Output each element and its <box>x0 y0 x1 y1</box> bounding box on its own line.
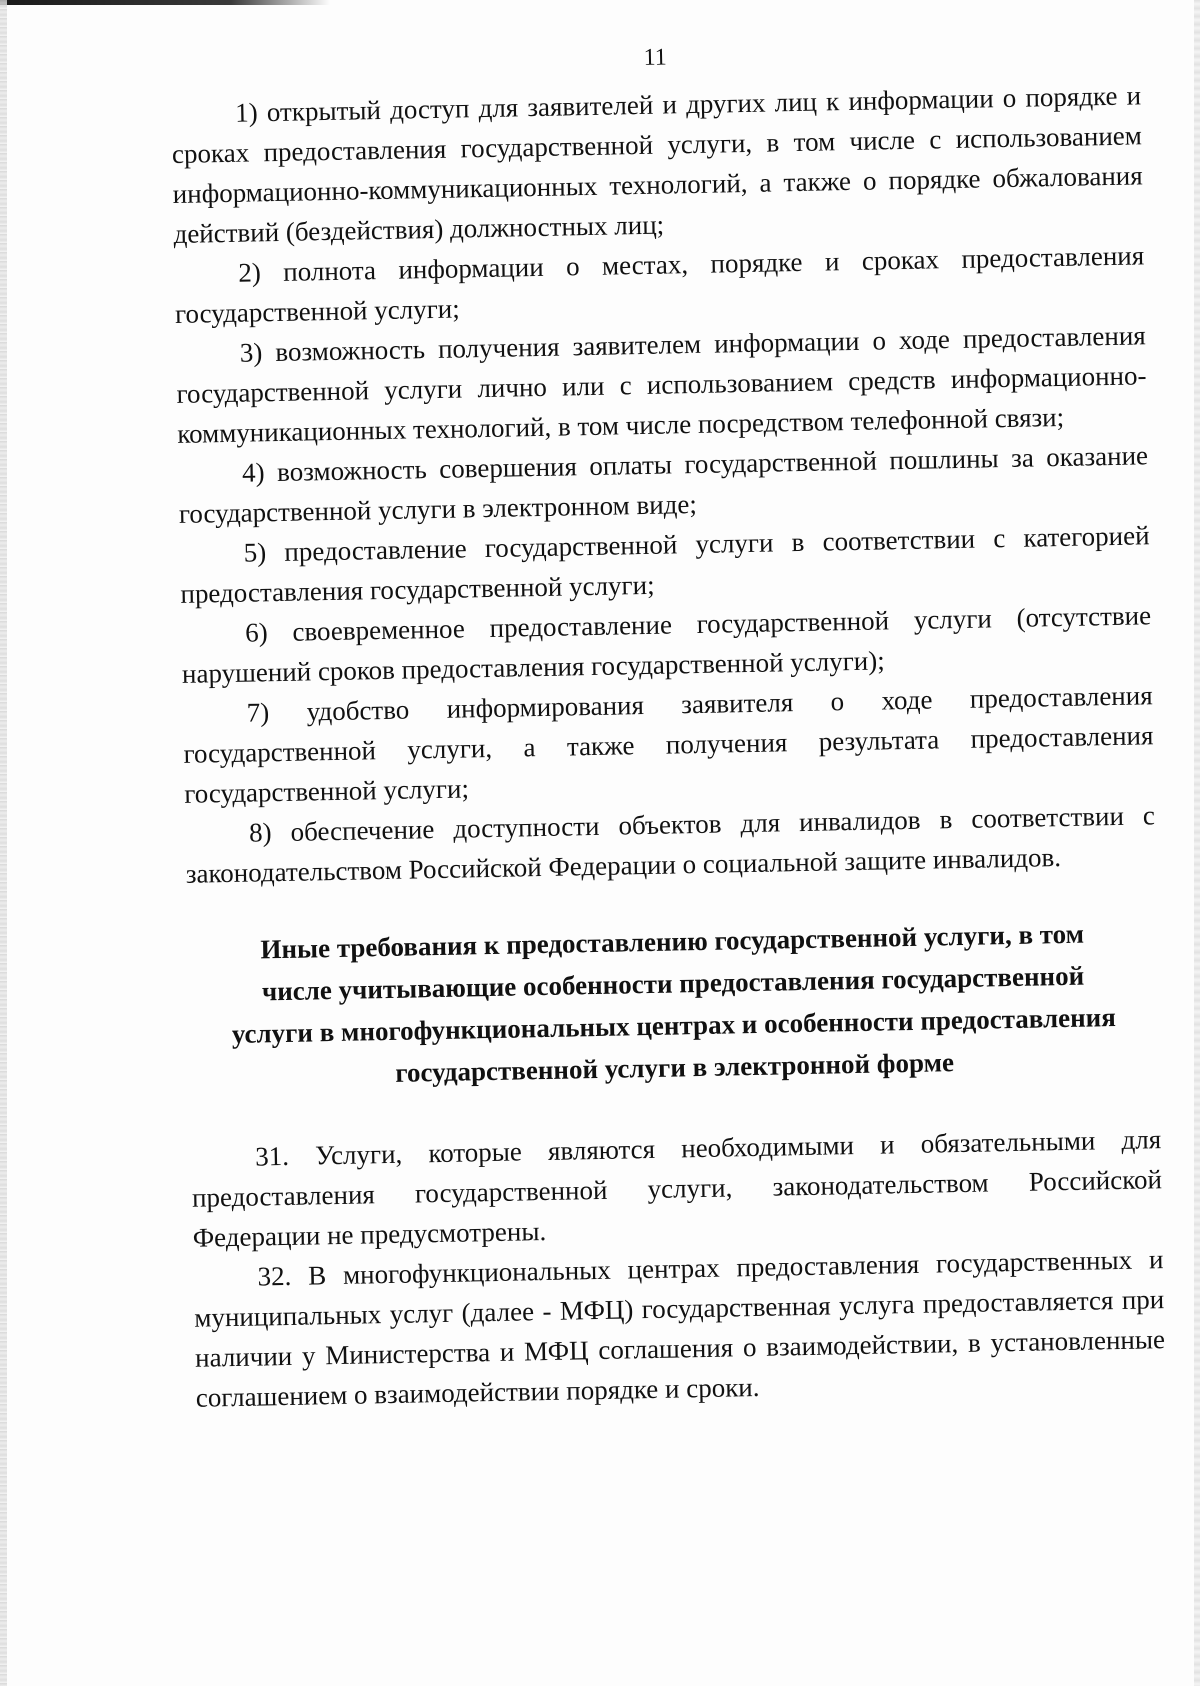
scan-edge-left <box>0 0 7 1686</box>
page-number: 11 <box>643 44 668 71</box>
list-item-1: 1) открытый доступ для заявителей и других лиц к информации о порядке и сроках предоставления государственной услуги, в том числе с использованием информационно-коммуникационных технологий, а также о порядке обжалования действий (бездействия) должностных лиц; <box>171 80 1143 249</box>
list-item-3: 3) возможность получения заявителем информации о ходе предоставления государственной услуги лично или с использованием средств информационно-коммуникационных технологий, в том числе посредством телефонной связи; <box>176 320 1147 449</box>
list-item-7: 7) удобство информирования заявителя о ходе предоставления государственной услуги, а также получения результата предоставления государственной услуги; <box>183 680 1154 809</box>
list-item-8: 8) обеспечение доступности объектов для инвалидов в соответствии с законодательством Российской Федерации о социальной защите инвалидов. <box>185 800 1156 889</box>
list-item-2: 2) полнота информации о местах, порядке и сроках предоставления государственной услуги; <box>174 240 1145 329</box>
scan-edge-top <box>0 0 330 5</box>
clause-32: 32. В многофункциональных центрах предоставления государственных и муниципальных услуг (далее - МФЦ) государственная услуга предоставляется при наличии у Министерства и МФЦ соглашения о взаимодействии, в установленные соглашением о взаимодействии порядке и сроки. <box>194 1244 1166 1413</box>
list-item-6: 6) своевременное предоставление государственной услуги (отсутствие нарушений сроков предоставления государственной услуги); <box>181 600 1152 689</box>
document-content <box>170 31 1166 1417</box>
list-item-4: 4) возможность совершения оплаты государственной пошлины за оказание государственной услуги в электронном виде; <box>178 440 1149 529</box>
scan-edge-right <box>1194 0 1200 1686</box>
section-heading: Иные требования к предоставлению государственной услуги, в том числе учитывающие особенности предоставления государственной услуги в многофункциональных центрах и особенности предоставления государственной услуги в электронной форме <box>231 918 1117 1088</box>
clause-31: 31. Услуги, которые являются необходимыми и обязательными для предоставления государственной услуги, законодательством Российской Федерации не предусмотрены. <box>191 1124 1163 1253</box>
list-item-5: 5) предоставление государственной услуги в соответствии с категорией предоставления государственной услуги; <box>180 520 1150 609</box>
